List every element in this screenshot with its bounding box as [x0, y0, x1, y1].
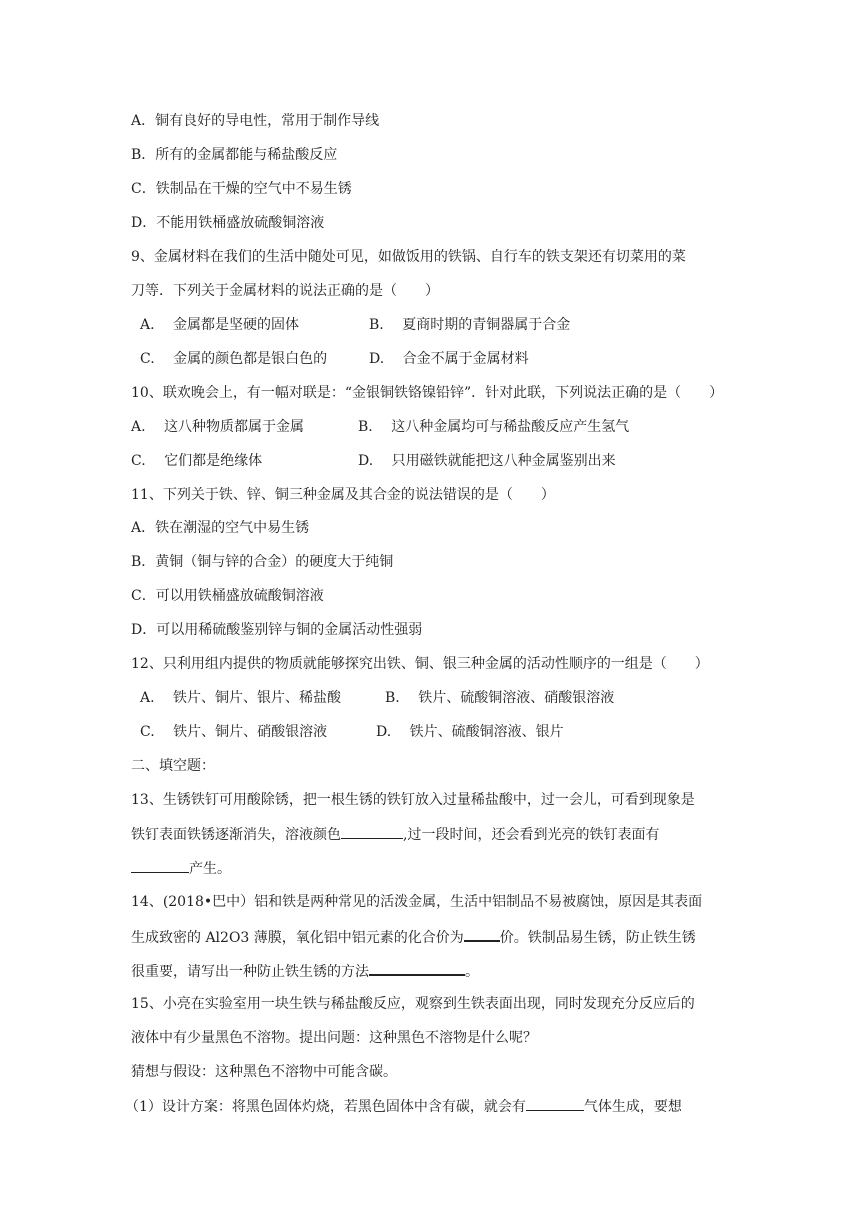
q14-line3 — [131, 960, 479, 982]
q14-blank-valence[interactable] — [464, 926, 500, 942]
q12-option-b: B. 铁片、硫酸铜溶液、硝酸银溶液 — [385, 690, 615, 706]
q15-line1: 15、小亮在实验室用一块生铁与稀盐酸反应，观察到生铁表面出现，同时发现充分反应后的 — [131, 996, 695, 1012]
q15-line3: 猜想与假设：这种黑色不溶物中可能含碳。 — [131, 1064, 397, 1080]
q11-option-d: D．可以用稀硫酸鉴别锌与铜的金属活动性强弱 — [131, 622, 423, 638]
q14-line3-end: 。 — [465, 964, 479, 980]
q13-blank-product[interactable] — [131, 858, 189, 873]
q11-stem: 11、下列关于铁、锌、铜三种金属及其合金的说法错误的是（ ） — [131, 487, 555, 503]
q9-stem-line1: 9、金属材料在我们的生活中随处可见，如做饭用的铁锅、自行车的铁支架还有切菜用的菜 — [131, 249, 686, 265]
q11-option-b: B．黄铜（铜与锌的合金）的硬度大于纯铜 — [131, 554, 394, 570]
section-heading: 二、填空题： — [131, 758, 215, 774]
q14-blank-method[interactable] — [369, 960, 465, 976]
q12-option-c: C. 铁片、铜片、硝酸银溶液 — [140, 724, 328, 740]
q13-line2 — [131, 824, 659, 845]
q14-line2-start: 生成致密的 Al2O3 薄膜，氧化铝中铝元素的化合价为 — [131, 930, 464, 946]
q9-option-a: A. 金属都是坚硬的固体 — [140, 317, 300, 333]
q14-line3-start: 很重要，请写出一种防止铁生锈的方法 — [131, 964, 369, 980]
q15-line4 — [125, 1096, 682, 1117]
q9-stem-line2: 刀等．下列关于金属材料的说法正确的是（ ） — [131, 283, 439, 299]
q10-stem: 10、联欢晚会上，有一幅对联是：“金银铜铁铬镍铅锌”．针对此联，下列说法正确的是（ ） — [131, 385, 724, 401]
q11-option-a: A．铁在潮湿的空气中易生锈 — [131, 520, 310, 536]
q15-line4-start: （1）设计方案：将黑色固体灼烧，若黑色固体中含有碳，就会有 — [125, 1099, 526, 1115]
q12-stem: 12、只利用组内提供的物质就能够探究出铁、铜、银三种金属的活动性顺序的一组是（ ） — [131, 656, 709, 672]
q13-line3 — [131, 858, 231, 879]
q13-line2-end: ,过一段时间，还会看到光亮的铁钉表面有 — [403, 827, 660, 843]
q8-option-a: A．铜有良好的导电性，常用于制作导线 — [131, 113, 380, 129]
q10-option-b: B. 这八种金属均可与稀盐酸反应产生氢气 — [358, 419, 630, 435]
q8-option-d: D．不能用铁桶盛放硫酸铜溶液 — [131, 215, 325, 231]
q13-line1: 13、生锈铁钉可用酸除锈，把一根生锈的铁钉放入过量稀盐酸中，过一会儿，可看到现象是 — [131, 792, 695, 808]
q11-option-c: C．可以用铁桶盛放硫酸铜溶液 — [131, 588, 324, 604]
q10-option-c: C. 它们都是绝缘体 — [131, 453, 263, 469]
q13-line3-end: 产生。 — [189, 861, 231, 877]
q15-line2: 液体中有少量黑色不溶物。提出问题：这种黑色不溶物是什么呢？ — [131, 1030, 537, 1046]
q14-line2 — [131, 926, 696, 948]
q15-blank-gas[interactable] — [526, 1096, 584, 1111]
q9-option-c: C. 金属的颜色都是银白色的 — [140, 351, 328, 367]
q14-line2-end: 价。铁制品易生锈，防止铁生锈 — [499, 930, 696, 946]
q13-line2-start: 铁钉表面铁锈逐渐消失，溶液颜色 — [131, 827, 341, 843]
q10-option-a: A. 这八种物质都属于金属 — [131, 419, 305, 435]
q14-line1: 14、(2018•巴中）铝和铁是两种常见的活泼金属，生活中铝制品不易被腐蚀，原因是其表面 — [131, 894, 703, 910]
q8-option-c: C．铁制品在干燥的空气中不易生锈 — [131, 181, 352, 197]
q8-option-b: B．所有的金属都能与稀盐酸反应 — [131, 147, 338, 163]
q12-option-a: A. 铁片、铜片、银片、稀盐酸 — [140, 690, 342, 706]
q9-option-d: D. 合金不属于金属材料 — [369, 351, 529, 367]
q10-option-d: D. 只用磁铁就能把这八种金属鉴别出来 — [358, 453, 616, 469]
q9-option-b: B. 夏商时期的青铜器属于合金 — [369, 317, 571, 333]
q15-line4-end: 气体生成，要想 — [583, 1099, 682, 1115]
q13-blank-color[interactable] — [341, 824, 403, 839]
q12-option-d: D. 铁片、硫酸铜溶液、银片 — [376, 724, 564, 740]
